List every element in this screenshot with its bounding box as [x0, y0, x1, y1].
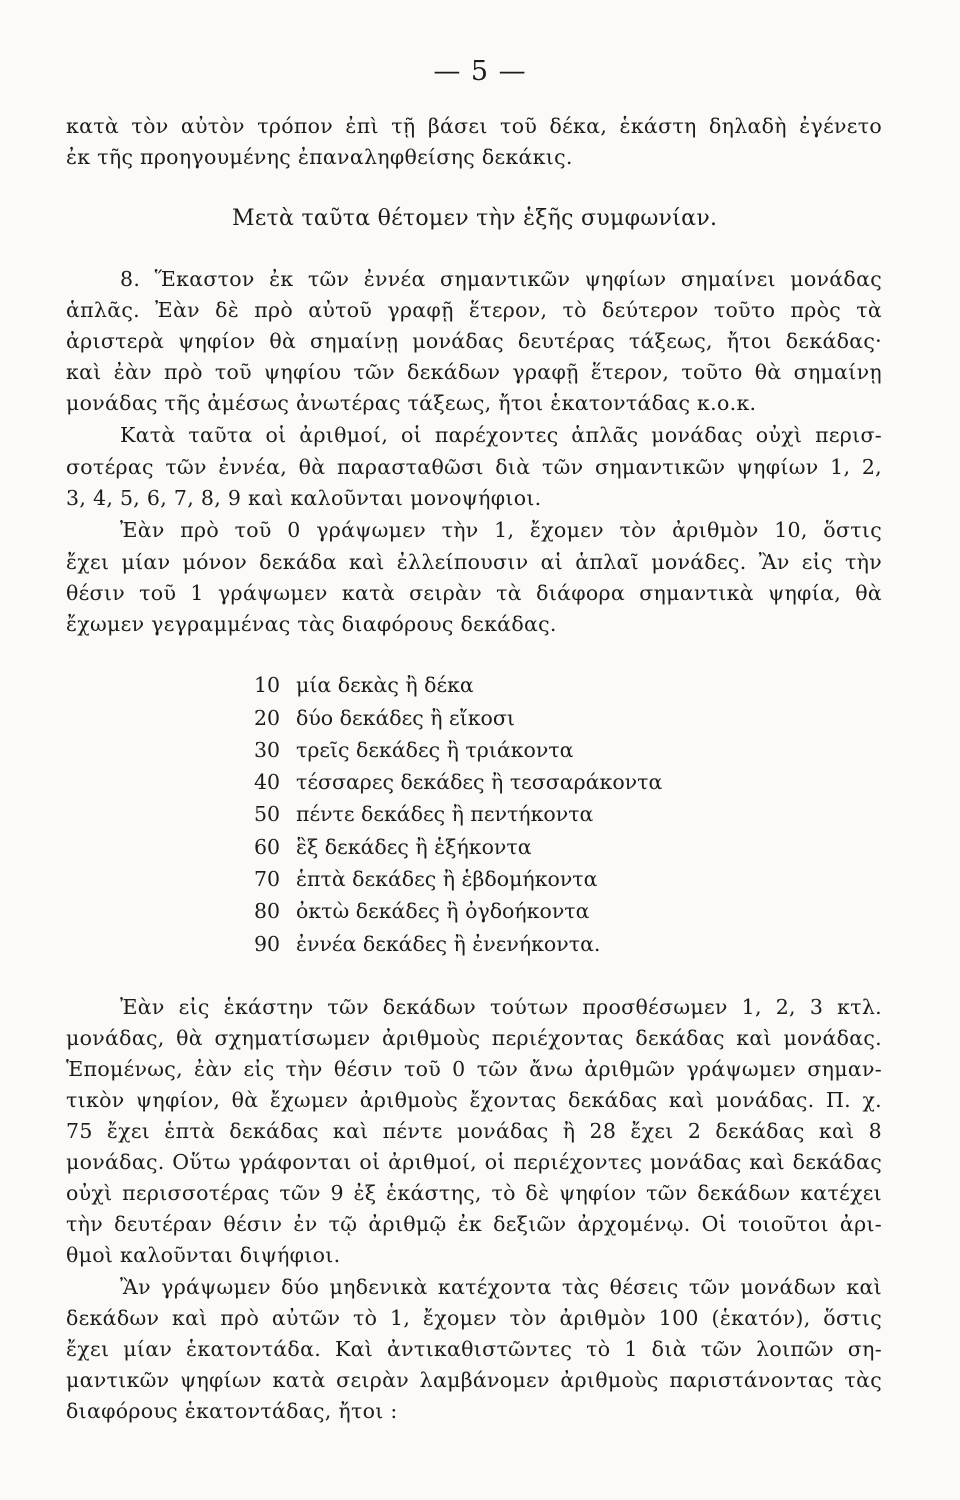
tens-words: πέντε δεκάδες ἢ πεντήκοντα [296, 802, 594, 826]
text-line: μονάδας τῆς ἀμέσως ἀνωτέρας τάξεως, ἤτοι ἑκατοντάδας κ.ο.κ. [66, 391, 757, 415]
tens-row [254, 896, 589, 926]
tens-row [254, 703, 515, 733]
tens-row [254, 799, 593, 829]
text-line: ἐκ τῆς προηγουμένης ἐπαναληφθείσης δεκάκις. [66, 145, 573, 169]
text-line: κατὰ τὸν αὐτὸν τρόπον ἐπὶ τῇ βάσει τοῦ δέκα, ἑκάστη δηλαδὴ ἐγένετο [66, 114, 882, 138]
page-number: — 5 — [433, 56, 527, 87]
text-line: δεκάδων καὶ πρὸ αὐτῶν τὸ 1, ἔχομεν τὸν ἀριθμὸν 100 (ἑκατόν), ὅστις [66, 1306, 882, 1330]
text-line: μονάδας, θὰ σχηματίσωμεν ἀριθμοὺς περιέχοντας δεκάδας καὶ μονάδας. [66, 1026, 882, 1050]
tens-words: ἓξ δεκάδες ἢ ἑξήκοντα [296, 835, 532, 859]
text-line: Ἐὰν πρὸ τοῦ 0 γράψωμεν τὴν 1, ἔχομεν τὸν ἀριθμὸν 10, ὅστις [120, 518, 882, 542]
text-line: 75 ἔχει ἑπτὰ δεκάδας καὶ πέντε μονάδας ἢ 28 ἔχει 2 δεκάδας καὶ 8 [66, 1119, 882, 1143]
text-line: 3, 4, 5, 6, 7, 8, 9 καὶ καλοῦνται μονοψήφιοι. [66, 486, 542, 510]
text-line: καὶ ἐὰν πρὸ τοῦ ψηφίου τῶν δεκάδων γραφῇ ἕτερον, τοῦτο θὰ σημαίνῃ [66, 360, 882, 384]
tens-number: 40 [254, 770, 281, 794]
text-line: τικὸν ψηφίον, θὰ ἔχωμεν ἀριθμοὺς ἔχοντας δεκάδας καὶ μονάδας. Π. χ. [66, 1088, 882, 1112]
text-line: ἔχει μίαν ἑκατοντάδα. Καὶ ἀντικαθιστῶντες τὸ 1 διὰ τῶν λοιπῶν ση- [66, 1337, 882, 1361]
tens-words: μία δεκὰς ἢ δέκα [296, 673, 474, 697]
text-line: ἁπλᾶς. Ἐὰν δὲ πρὸ αὐτοῦ γραφῇ ἕτερον, τὸ δεύτερον τοῦτο πρὸς τὰ [66, 298, 882, 322]
text-line: Ἐὰν εἰς ἑκάστην τῶν δεκάδων τούτων προσθέσωμεν 1, 2, 3 κτλ. [120, 995, 882, 1019]
tens-number: 30 [254, 738, 281, 762]
text-line: ἀριστερὰ ψηφίον θὰ σημαίνῃ μονάδας δευτέρας τάξεως, ἤτοι δεκάδας· [66, 329, 882, 353]
tens-row [254, 735, 574, 765]
text-line: 8. Ἕκαστον ἐκ τῶν ἐννέα σημαντικῶν ψηφίων σημαίνει μονάδας [120, 267, 882, 291]
tens-number: 70 [254, 867, 281, 891]
tens-row [254, 864, 598, 894]
tens-row [254, 929, 600, 959]
tens-number: 60 [254, 835, 281, 859]
text-line: θέσιν τοῦ 1 γράψωμεν κατὰ σειρὰν τὰ διάφορα σημαντικὰ ψηφία, θὰ [66, 581, 882, 605]
tens-words: ὀκτὼ δεκάδες ἢ ὀγδοήκοντα [296, 899, 590, 923]
tens-words: ἐννέα δεκάδες ἢ ἐνενήκοντα. [296, 932, 601, 956]
text-line: θμοὶ καλοῦνται διψήφιοι. [66, 1243, 341, 1267]
tens-number: 10 [254, 673, 281, 697]
tens-row [254, 670, 474, 700]
text-line: μαντικῶν ψηφίων κατὰ σειρὰν λαμβάνομεν ἀριθμοὺς παριστάνοντας τὰς [66, 1368, 882, 1392]
text-line: ἔχωμεν γεγραμμένας τὰς διαφόρους δεκάδας. [66, 612, 557, 636]
text-line: Ἑπομένως, ἐὰν εἰς τὴν θέσιν τοῦ 0 τῶν ἄνω ἀριθμῶν γράψωμεν σημαν- [66, 1057, 882, 1081]
tens-number: 20 [254, 706, 281, 730]
text-line: μονάδας. Οὕτω γράφονται οἱ ἀριθμοί, οἱ περιέχοντες μονάδας καὶ δεκάδας [66, 1150, 882, 1174]
tens-number: 80 [254, 899, 281, 923]
tens-words: ἑπτὰ δεκάδες ἢ ἑβδομήκοντα [296, 867, 598, 891]
text-line: ἔχει μίαν μόνον δεκάδα καὶ ἐλλείπουσιν αἱ ἁπλαῖ μονάδες. Ἂν εἰς τὴν [66, 550, 882, 574]
tens-number: 90 [254, 932, 281, 956]
text-line: Κατὰ ταῦτα οἱ ἀριθμοί, οἱ παρέχοντες ἁπλᾶς μονάδας οὐχὶ περισ- [120, 423, 882, 447]
tens-words: τρεῖς δεκάδες ἢ τριάκοντα [296, 738, 574, 762]
tens-number: 50 [254, 802, 281, 826]
text-line: οὐχὶ περισσοτέρας τῶν 9 ἐξ ἑκάστης, τὸ δὲ ψηφίον τῶν δεκάδων κατέχει [66, 1181, 882, 1205]
tens-row [254, 832, 532, 862]
tens-words: δύο δεκάδες ἢ εἴκοσι [296, 706, 515, 730]
tens-row [254, 767, 662, 797]
text-line: σοτέρας τῶν ἐννέα, θὰ παρασταθῶσι διὰ τῶν σημαντικῶν ψηφίων 1, 2, [66, 455, 882, 479]
text-line: διαφόρους ἑκατοντάδας, ἤτοι : [66, 1399, 398, 1423]
text-line: Ἂν γράψωμεν δύο μηδενικὰ κατέχοντα τὰς θέσεις τῶν μονάδων καὶ [120, 1275, 882, 1299]
text-line: τὴν δευτέραν θέσιν ἐν τῷ ἀριθμῷ ἐκ δεξιῶν ἀρχομένῳ. Οἱ τοιοῦτοι ἀρι- [66, 1212, 882, 1236]
section-heading: Μετὰ ταῦτα θέτομεν τὴν ἑξῆς συμφωνίαν. [232, 206, 718, 231]
tens-words: τέσσαρες δεκάδες ἢ τεσσαράκοντα [296, 770, 663, 794]
